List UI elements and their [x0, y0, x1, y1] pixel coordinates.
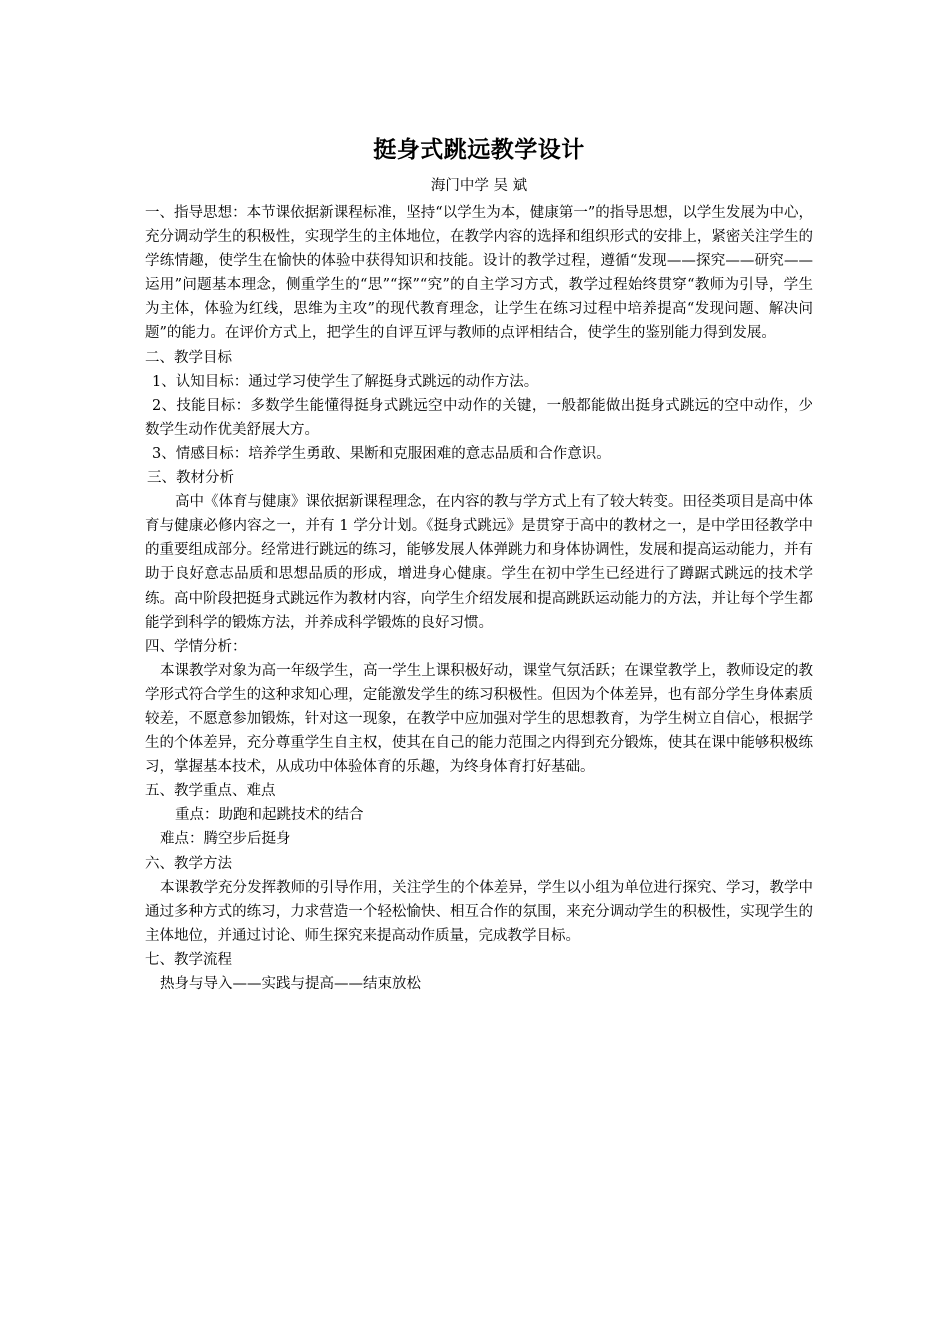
key-point: 重点：助跑和起跳技术的结合 [175, 807, 364, 824]
document-body [145, 201, 813, 996]
objective-skill: 2、技能目标：多数学生能懂得挺身式跳远空中动作的关键，一般都能做出挺身式跳远的空中动作，少数学生动作优美舒展大方。 [145, 397, 813, 438]
methods-heading: 六、教学方法 [145, 855, 232, 872]
learner-paragraph: 本课教学对象为高一年级学生，高一学生上课积极好动，课堂气氛活跃；在课堂教学上，教师设定的教学形式符合学生的这种求知心理，定能激发学生的练习积极性。但因为个体差异，也有部分学生身体素质较差，不愿意参加锻炼，针对这一现象，在教学中应加强对学生的思想教育，为学生树立自信心，根据学生的个体差异，充分尊重学生自主权，使其在自己的能力范围之内得到充分锻炼，使其在课中能够积极练习，掌握基本技术，从成功中体验体育的乐趣，为终身体育打好基础。 [145, 662, 813, 776]
guiding-thought-paragraph: 一、指导思想：本节课依据新课程标准，坚持“以学生为本，健康第一”的指导思想，以学生发展为中心，充分调动学生的积极性，实现学生的主体地位，在教学内容的选择和组织形式的安排上，紧密关注学生的学练情趣，使学生在愉快的体验中获得知识和技能。设计的教学过程，遵循“发现——探究——研究——运用”问题基本理念，侧重学生的“思”“探”“究”的自主学习方式，教学过程始终贯穿“教师为引导，学生为主体，体验为红线，思维为主攻”的现代教育理念，让学生在练习过程中培养提高“发现问题、解决问题”的能力。在评价方式上，把学生的自评互评与教师的点评相结合，使学生的鉴别能力得到发展。 [145, 205, 813, 342]
objective-emotional: 3、情感目标：培养学生勇敢、果断和克服困难的意志品质和合作意识。 [152, 445, 611, 462]
material-heading: 三、教材分析 [147, 470, 234, 487]
document-title: 挺身式跳远教学设计 [373, 136, 585, 163]
process-text: 热身与导入——实践与提高——结束放松 [160, 976, 421, 992]
objectives-heading: 二、教学目标 [145, 349, 232, 366]
document-author: 海门中学 吴 斌 [430, 178, 528, 194]
difficulty-point: 难点：腾空步后挺身 [160, 831, 291, 848]
methods-paragraph: 本课教学充分发挥教师的引导作用，关注学生的个体差异，学生以小组为单位进行探究、学习，教学中通过多种方式的练习，力求营造一个轻松愉快、相互合作的氛围，来充分调动学生的积极性，实现学生的主体地位，并通过讨论、师生探究来提高动作质量，完成教学目标。 [145, 879, 813, 944]
learner-heading: 四、学情分析： [145, 638, 247, 655]
material-paragraph: 高中《体育与健康》课依据新课程理念，在内容的教与学方式上有了较大转变。田径类项目是高中体育与健康必修内容之一，并有 1 学分计划。《挺身式跳远》是贯穿于高中的教材之一，是中学田径教学中的重要组成部分。经常进行跳远的练习，能够发展人体弹跳力和身体协调性，发展和提高运动能力，并有助于良好意志品质和思想品质的形成，增进身心健康。学生在初中学生已经进行了蹲踞式跳远的技术学练。高中阶段把挺身式跳远作为教材内容，向学生介绍发展和提高跳跃运动能力的方法，并让每个学生都能学到科学的锻炼方法，并养成科学锻炼的良好习惯。 [145, 494, 813, 631]
key-points-heading: 五、教学重点、难点 [145, 783, 276, 800]
process-heading: 七、教学流程 [145, 951, 232, 968]
objective-cognitive: 1、认知目标：通过学习使学生了解挺身式跳远的动作方法。 [152, 373, 539, 390]
